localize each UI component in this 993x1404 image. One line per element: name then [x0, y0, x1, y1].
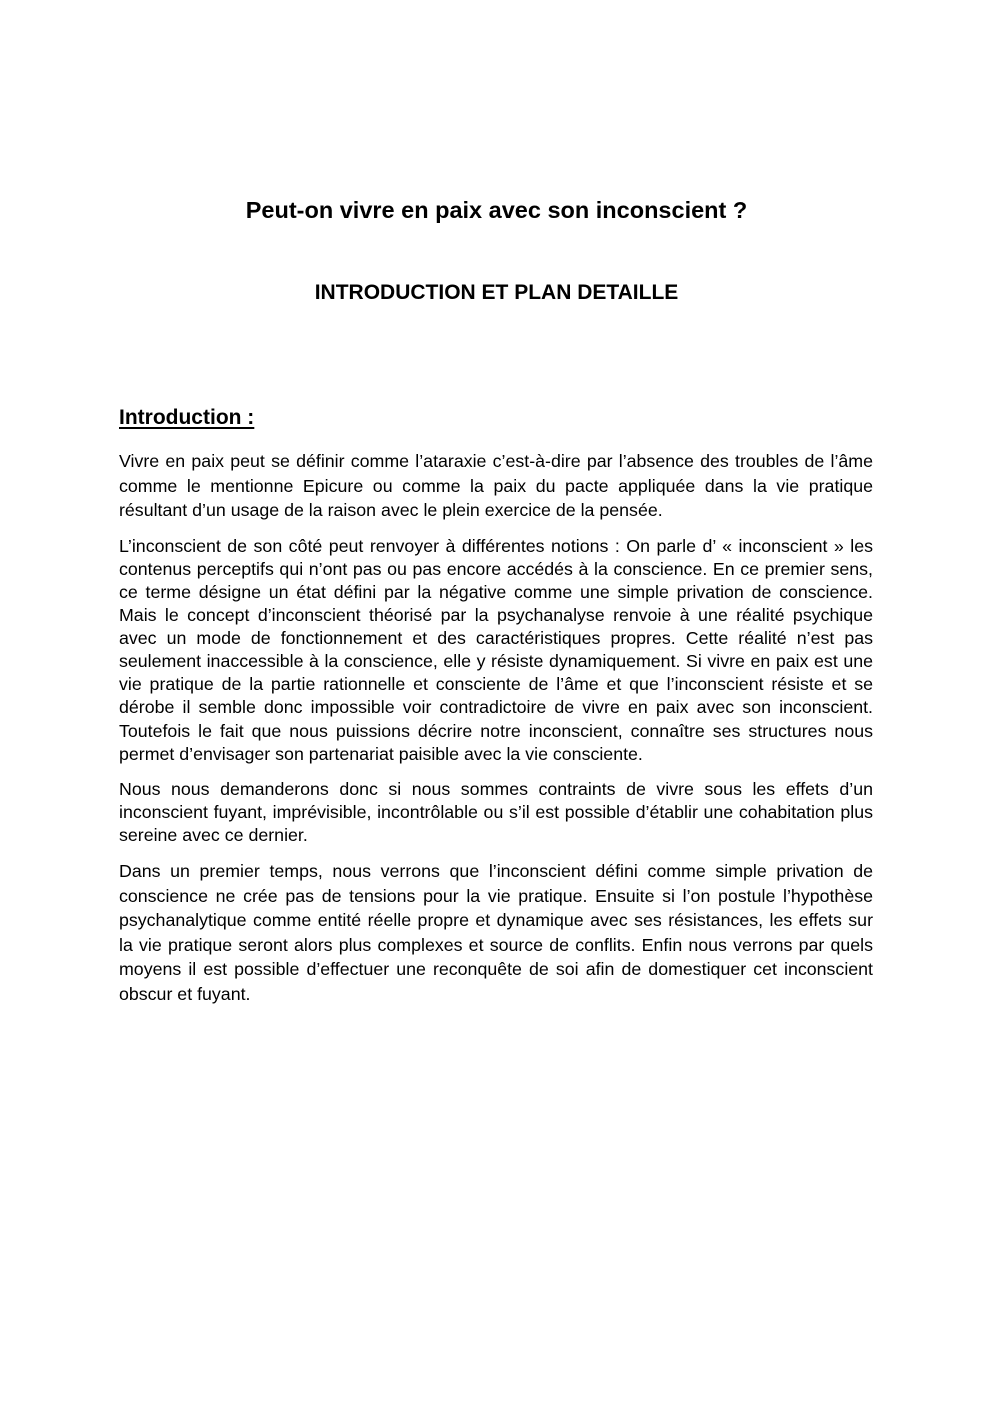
- document-body: [119, 404, 873, 1019]
- document-subtitle: INTRODUCTION ET PLAN DETAILLE: [314, 281, 679, 304]
- paragraph-3: Nous nous demanderons donc si nous sommes contraints de vivre sous les effets d’un inconscient fuyant, imprévisible, incontrôlable ou s’il est possible d’établir une cohabitation plus sereine avec ce dernier.: [119, 778, 873, 845]
- section-heading-introduction: Introduction :: [119, 406, 255, 429]
- document-title: Peut-on vivre en paix avec son inconscient ?: [245, 197, 748, 223]
- paragraph-2: L’inconscient de son côté peut renvoyer à différentes notions : On parle d’ « inconscient » les contenus perceptifs qui n’ont pas ou pas encore accédés à la conscience. En ce premier sens, ce terme désigne un état défini par la négative comme une simple privation de conscience. Mais le concept d’inconscient théorisé par la psychanalyse renvoie à une réalité psychique avec un mode de fonctionnement et des caractéristiques propres. Cette réalité n’est pas seulement inaccessible à la conscience, elle y résiste dynamiquement. Si vivre en paix est une vie pratique de la partie rationnelle et consciente de l’âme et que l’inconscient résiste et se dérobe il semble donc impossible voir contradictoire de vivre en paix avec son inconscient. Toutefois le fait que nous puissions décrire notre inconscient, connaître ses structures nous permet d’envisager son partenariat paisible avec la vie consciente.: [119, 535, 873, 764]
- paragraph-4: Dans un premier temps, nous verrons que l’inconscient défini comme simple privation de conscience ne crée pas de tensions pour la vie pratique. Ensuite si l’on postule l’hypothèse psychanalytique comme entité réelle propre et dynamique avec ses résistances, les effets sur la vie pratique seront alors plus complexes et source de conflits. Enfin nous verrons par quels moyens il est possible d’effectuer une reconquête de soi afin de domestiquer cet inconscient obscur et fuyant.: [119, 861, 873, 1004]
- paragraph-1: Vivre en paix peut se définir comme l’ataraxie c’est-à-dire par l’absence des troubles de l’âme comme le mentionne Epicure ou comme la paix du pacte appliquée dans la vie pratique résultant d’un usage de la raison avec le plein exercice de la pensée.: [119, 451, 873, 521]
